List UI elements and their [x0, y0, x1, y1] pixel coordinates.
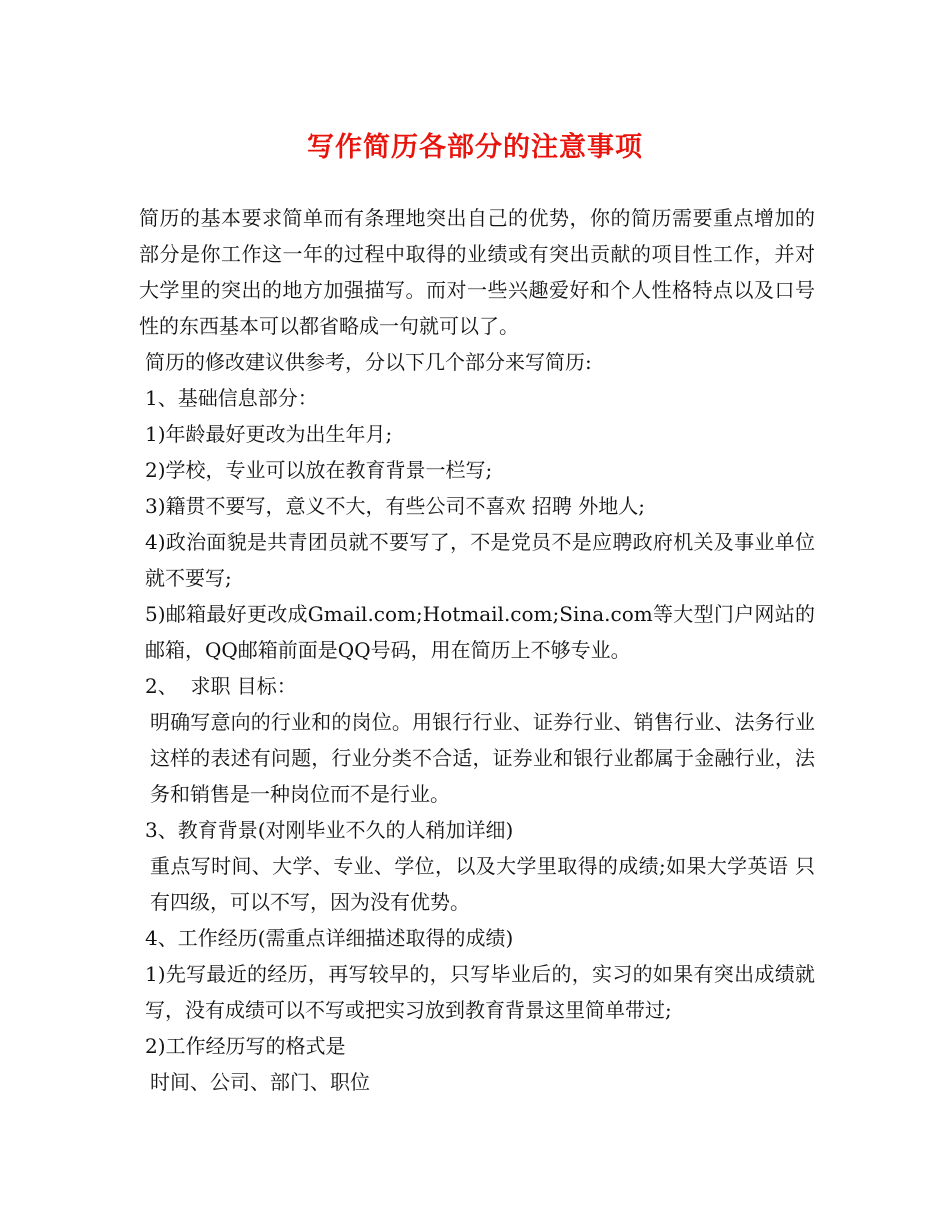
- list-item-format: 2)工作经历写的格式是: [145, 1034, 346, 1058]
- paragraph-intro: 简历的基本要求简单而有条理地突出自己的优势，你的简历需要重点增加的部分是你工作这一年的过程中取得的业绩或有突出贡献的项目性工作，并对大学里的突出的地方加强描写。而对一些兴趣爱好和个人性格特点以及口号性的东西基本可以都省略成一句就可以了。: [139, 206, 815, 338]
- section-heading-job-objective: 2、 求职 目标：: [145, 674, 297, 698]
- paragraph-format-fields: 时间、公司、部门、职位: [150, 1070, 370, 1094]
- list-item-hometown: 3)籍贯不要写，意义不大，有些公司不喜欢 招聘 外地人;: [145, 494, 645, 518]
- list-item-email: 5)邮箱最好更改成Gmail.com;Hotmail.com;Sina.com等大型门户网站的邮箱，QQ邮箱前面是QQ号码，用在简历上不够专业。: [145, 602, 815, 662]
- document-title: 写作简历各部分的注意事项: [307, 132, 643, 163]
- list-item-school: 2)学校，专业可以放在教育背景一栏写;: [145, 458, 493, 482]
- section-heading-education: 3、教育背景(对刚毕业不久的人稍加详细): [145, 818, 514, 842]
- list-item-age: 1)年龄最好更改为出生年月;: [145, 422, 393, 446]
- list-item-political-status: 4)政治面貌是共青团员就不要写了，不是党员不是应聘政府机关及事业单位就不要写;: [145, 530, 815, 590]
- paragraph-education: 重点写时间、大学、专业、学位，以及大学里取得的成绩;如果大学英语 只有四级，可以不写，因为没有优势。: [150, 854, 815, 914]
- document-body: [139, 200, 815, 1100]
- paragraph-job-objective: 明确写意向的行业和的岗位。用银行行业、证券行业、销售行业、法务行业这样的表述有问题，行业分类不合适，证券业和银行业都属于金融行业，法务和销售是一种岗位而不是行业。: [150, 710, 815, 806]
- paragraph-suggestion: 简历的修改建议供参考，分以下几个部分来写简历:: [145, 350, 592, 374]
- section-heading-work-experience: 4、工作经历(需重点详细描述取得的成绩): [145, 926, 514, 950]
- section-heading-basic-info: 1、基础信息部分：: [145, 386, 318, 410]
- list-item-recent-experience: 1)先写最近的经历，再写较早的，只写毕业后的，实习的如果有突出成绩就写，没有成绩可以不写或把实习放到教育背景这里简单带过;: [145, 962, 815, 1022]
